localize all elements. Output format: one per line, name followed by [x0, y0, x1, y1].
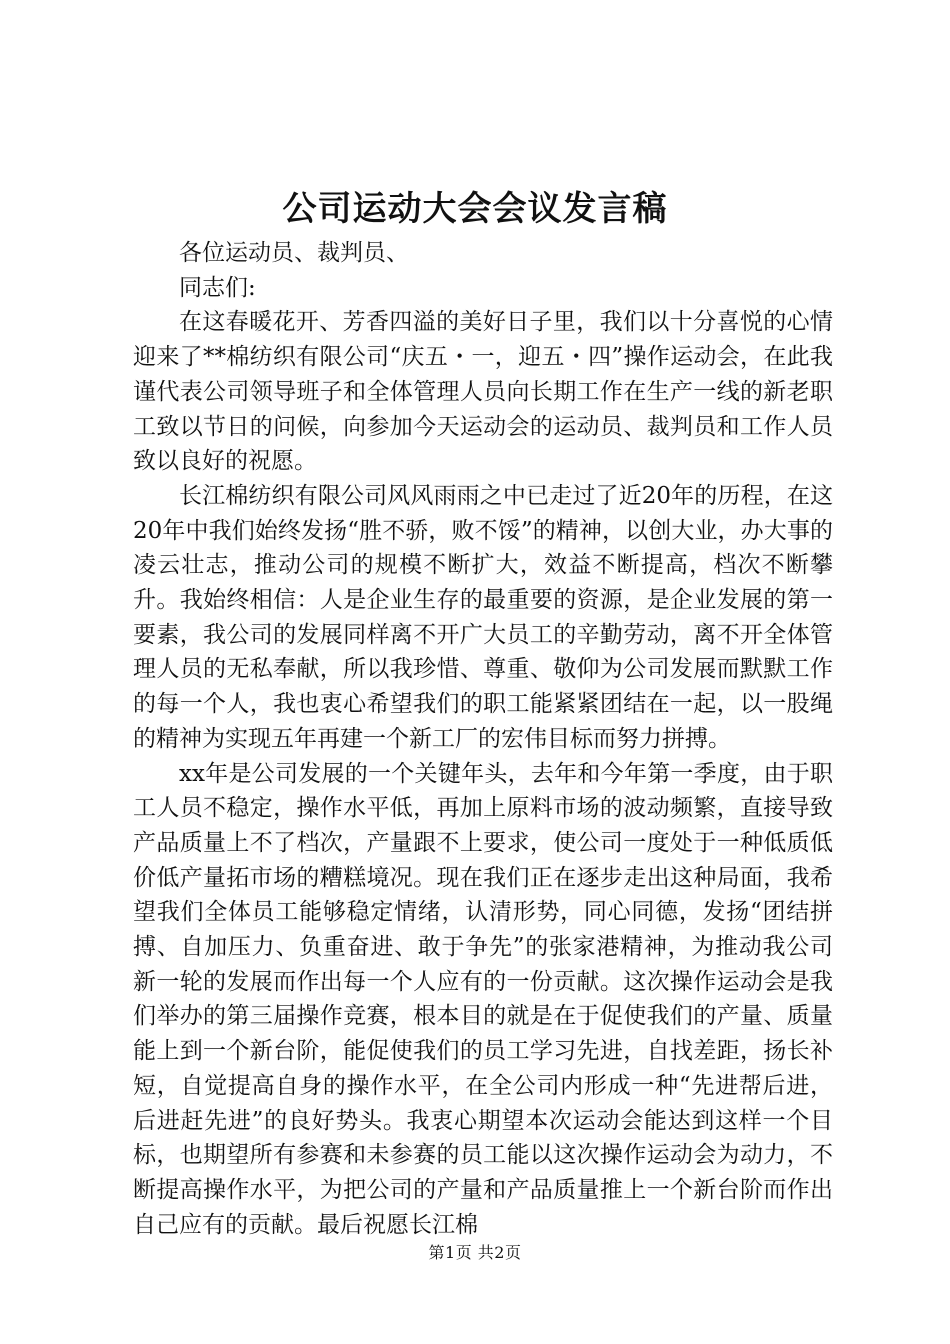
salutation-line-2: 同志们: [179, 274, 256, 301]
body-paragraph-3: xx年是公司发展的一个关键年头，去年和今年第一季度，由于职工人员不稳定，操作水平低，再加上原料市场的波动频繁，直接导致产品质量上不了档次，产量跟不上要求，使公司一度处于一种低质低价低产量拓市场的糟糕境况。现在我们正在逐步走出这种局面，我希望我们全体员工能够稳定情绪，认清形势，同心同德，发扬“团结拼搏、自加压力、负重奋进、敢于争先”的张家港精神，为推动我公司新一轮的发展而作出每一个人应有的一份贡献。这次操作运动会是我们举办的第三届操作竞赛，根本目的就是在于促使我们的产量、质量能上到一个新台阶，能促使我们的员工学习先进，自找差距，扬长补短，自觉提高自身的操作水平，在全公司内形成一种“先进帮后进，后进赶先进”的良好势头。我衷心期望本次运动会能达到这样一个目标，也期望所有参赛和未参赛的员工能以这次操作运动会为动力，不断提高操作水平，为把公司的产量和产品质量推上一个新台阶而作出自己应有的贡献。最后祝愿长江棉 [133, 760, 833, 1238]
document-title: 公司运动大会会议发言稿 [282, 189, 668, 229]
body-paragraph-2: 长江棉纺织有限公司风风雨雨之中已走过了近20年的历程，在这20年中我们始终发扬“胜不骄，败不馁”的精神，以创大业，办大事的凌云壮志，推动公司的规模不断扩大，效益不断提高，档次不断攀升。我始终相信：人是企业生存的最重要的资源，是企业发展的第一要素，我公司的发展同样离不开广大员工的辛勤劳动，离不开全体管理人员的无私奉献，所以我珍惜、尊重、敬仰为公司发展而默默工作的每一个人，我也衷心希望我们的职工能紧紧团结在一起，以一股绳的精神为实现五年再建一个新工厂的宏伟目标而努力拼搏。 [133, 482, 833, 752]
body-paragraph-1: 在这春暖花开、芳香四溢的美好日子里，我们以十分喜悦的心情迎来了**棉纺织有限公司“庆五・一，迎五・四”操作运动会，在此我谨代表公司领导班子和全体管理人员向长期工作在生产一线的新老职工致以节日的问候，向参加今天运动会的运动员、裁判员和工作人员致以良好的祝愿。 [133, 309, 833, 475]
document-body [133, 236, 833, 1242]
salutation-line-1: 各位运动员、裁判员、 [179, 240, 409, 266]
page-number-footer: 第1页 共2页 [428, 1243, 522, 1262]
